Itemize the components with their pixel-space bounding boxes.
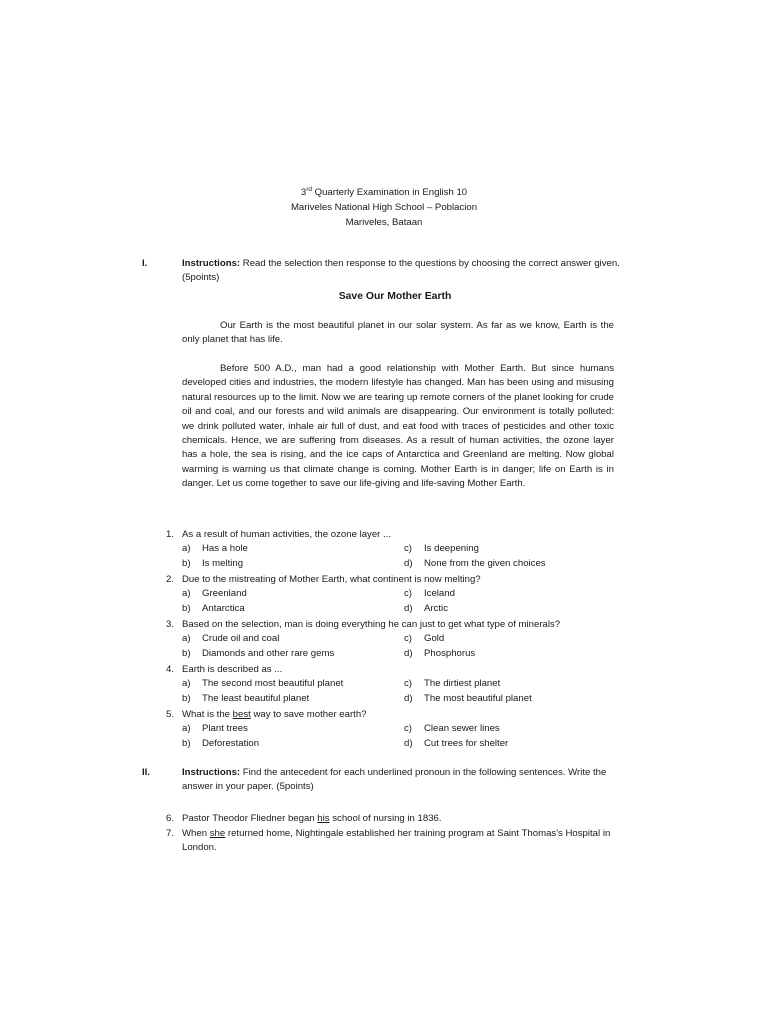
part2-instructions — [142, 766, 622, 795]
question-1: 1. As a result of human activities, the ozone layer ... a) Has a hole c) Is deepening b) Is melting d) None from the given choices — [166, 528, 626, 571]
part1-instr-label: Instructions: — [182, 258, 241, 269]
option-b[interactable]: b) Is melting — [182, 557, 244, 569]
question-6: 6. Pastor Theodor Fliedner began his school of nursing in 1836. — [166, 812, 626, 826]
question-7: 7. When she returned home, Nightingale established her training program at Saint Thomas's Hospital in London. — [166, 827, 626, 856]
part2-roman: II. — [142, 767, 150, 778]
school-name: Mariveles National High School – Poblacion — [290, 201, 478, 213]
option-c[interactable]: c) Iceland — [404, 588, 455, 600]
part1-instructions — [142, 257, 622, 286]
question-text: Earth is described as ... — [182, 664, 283, 675]
option-d[interactable]: d) Cut trees for shelter — [404, 737, 509, 749]
question-2: 2. Due to the mistreating of Mother Earth, what continent is now melting? a) Greenland c) Iceland b) Antarctica d) Arctic — [166, 573, 626, 616]
option-b[interactable]: b) Deforestation — [182, 737, 260, 749]
option-d[interactable]: d) Phosphorus — [404, 647, 476, 659]
exam-title-line: 3rd Quarterly Examination in English 10 — [300, 185, 468, 198]
part2-instr-text: Find the antecedent for each underlined pronoun in the following sentences. Write the answer in your paper. (5points) — [182, 767, 607, 793]
question-5: 5. What is the best way to save mother earth? a) Plant trees c) Clean sewer lines b) Deforestation d) Cut trees for shelter — [166, 708, 626, 751]
option-b[interactable]: b) Diamonds and other rare gems — [182, 647, 335, 659]
option-b[interactable]: b) Antarctica — [182, 602, 245, 614]
question-4: 4. Earth is described as ... a) The second most beautiful planet c) The dirtiest planet b) The least beautiful planet d) The most beautiful planet — [166, 663, 626, 706]
option-d[interactable]: d) The most beautiful planet — [404, 692, 532, 704]
option-d[interactable]: d) Arctic — [404, 602, 448, 614]
selection-paragraph-1: Our Earth is the most beautiful planet in our solar system. As far as we know, Earth is the only planet that has life. — [182, 320, 614, 346]
option-a[interactable]: a) Crude oil and coal — [182, 633, 280, 645]
option-c[interactable]: c) Clean sewer lines — [404, 723, 500, 735]
option-c[interactable]: c) Is deepening — [404, 543, 479, 555]
part1-roman: I. — [142, 258, 148, 269]
option-c[interactable]: c) Gold — [404, 633, 445, 645]
option-a[interactable]: a) Greenland — [182, 588, 247, 600]
question-text: Due to the mistreating of Mother Earth, what continent is now melting? — [182, 574, 481, 585]
part1-instr-text: Read the selection then response to the questions by choosing the correct answer given. (5points) — [182, 258, 620, 284]
option-b[interactable]: b) The least beautiful planet — [182, 692, 310, 704]
option-a[interactable]: a) The second most beautiful planet — [182, 678, 344, 690]
part2-instr-label: Instructions: — [182, 767, 241, 778]
selection-paragraph-2: Before 500 A.D., man had a good relationship with Mother Earth. But since humans developed cities and industries, the modern lifestyle has changed. Man has been using and misusing natural resources up to the limit. Now we are tearing up remote corners of the planet looking for crude oil and coal, and our forests and wild animals are disappearing. Our environment is totally polluted: we drink polluted water, inhale air full of dust, and eat food with traces of pesticides and other toxic chemicals. Hence, we are suffering from diseases. As a result of human activities, the ozone layer has a hole, the sea is rising, and the ice caps of Antarctica and Greenland are melting. Now global warming is warning us that climate change is coming. Mother Earth is in danger; life on Earth is in danger. Let us come together to save our life-giving and life-saving Mother Earth. — [182, 363, 614, 490]
underlined-pronoun: she — [209, 828, 226, 839]
option-a[interactable]: a) Plant trees — [182, 723, 248, 735]
question-text: Based on the selection, man is doing everything he can just to get what type of minerals? — [182, 619, 561, 630]
question-text: What is the best way to save mother earth? — [182, 709, 367, 720]
exam-header — [0, 186, 768, 231]
question-text: Pastor Theodor Fliedner began his school of nursing in 1836. — [182, 813, 442, 824]
question-3: 3. Based on the selection, man is doing everything he can just to get what type of minerals? a) Crude oil and coal c) Gold b) Diamonds and other rare gems d) Phosphorus — [166, 618, 626, 661]
underlined-pronoun: his — [317, 813, 330, 824]
school-location: Mariveles, Bataan — [345, 216, 423, 228]
question-text: When she returned home, Nightingale established her training program at Saint Thomas's Hospital in London. — [182, 828, 611, 854]
option-c[interactable]: c) The dirtiest planet — [404, 678, 501, 690]
option-a[interactable]: a) Has a hole — [182, 543, 248, 555]
question-text: As a result of human activities, the ozone layer ... — [182, 529, 392, 540]
selection-title: Save Our Mother Earth — [338, 291, 452, 302]
option-d[interactable]: d) None from the given choices — [404, 557, 546, 569]
